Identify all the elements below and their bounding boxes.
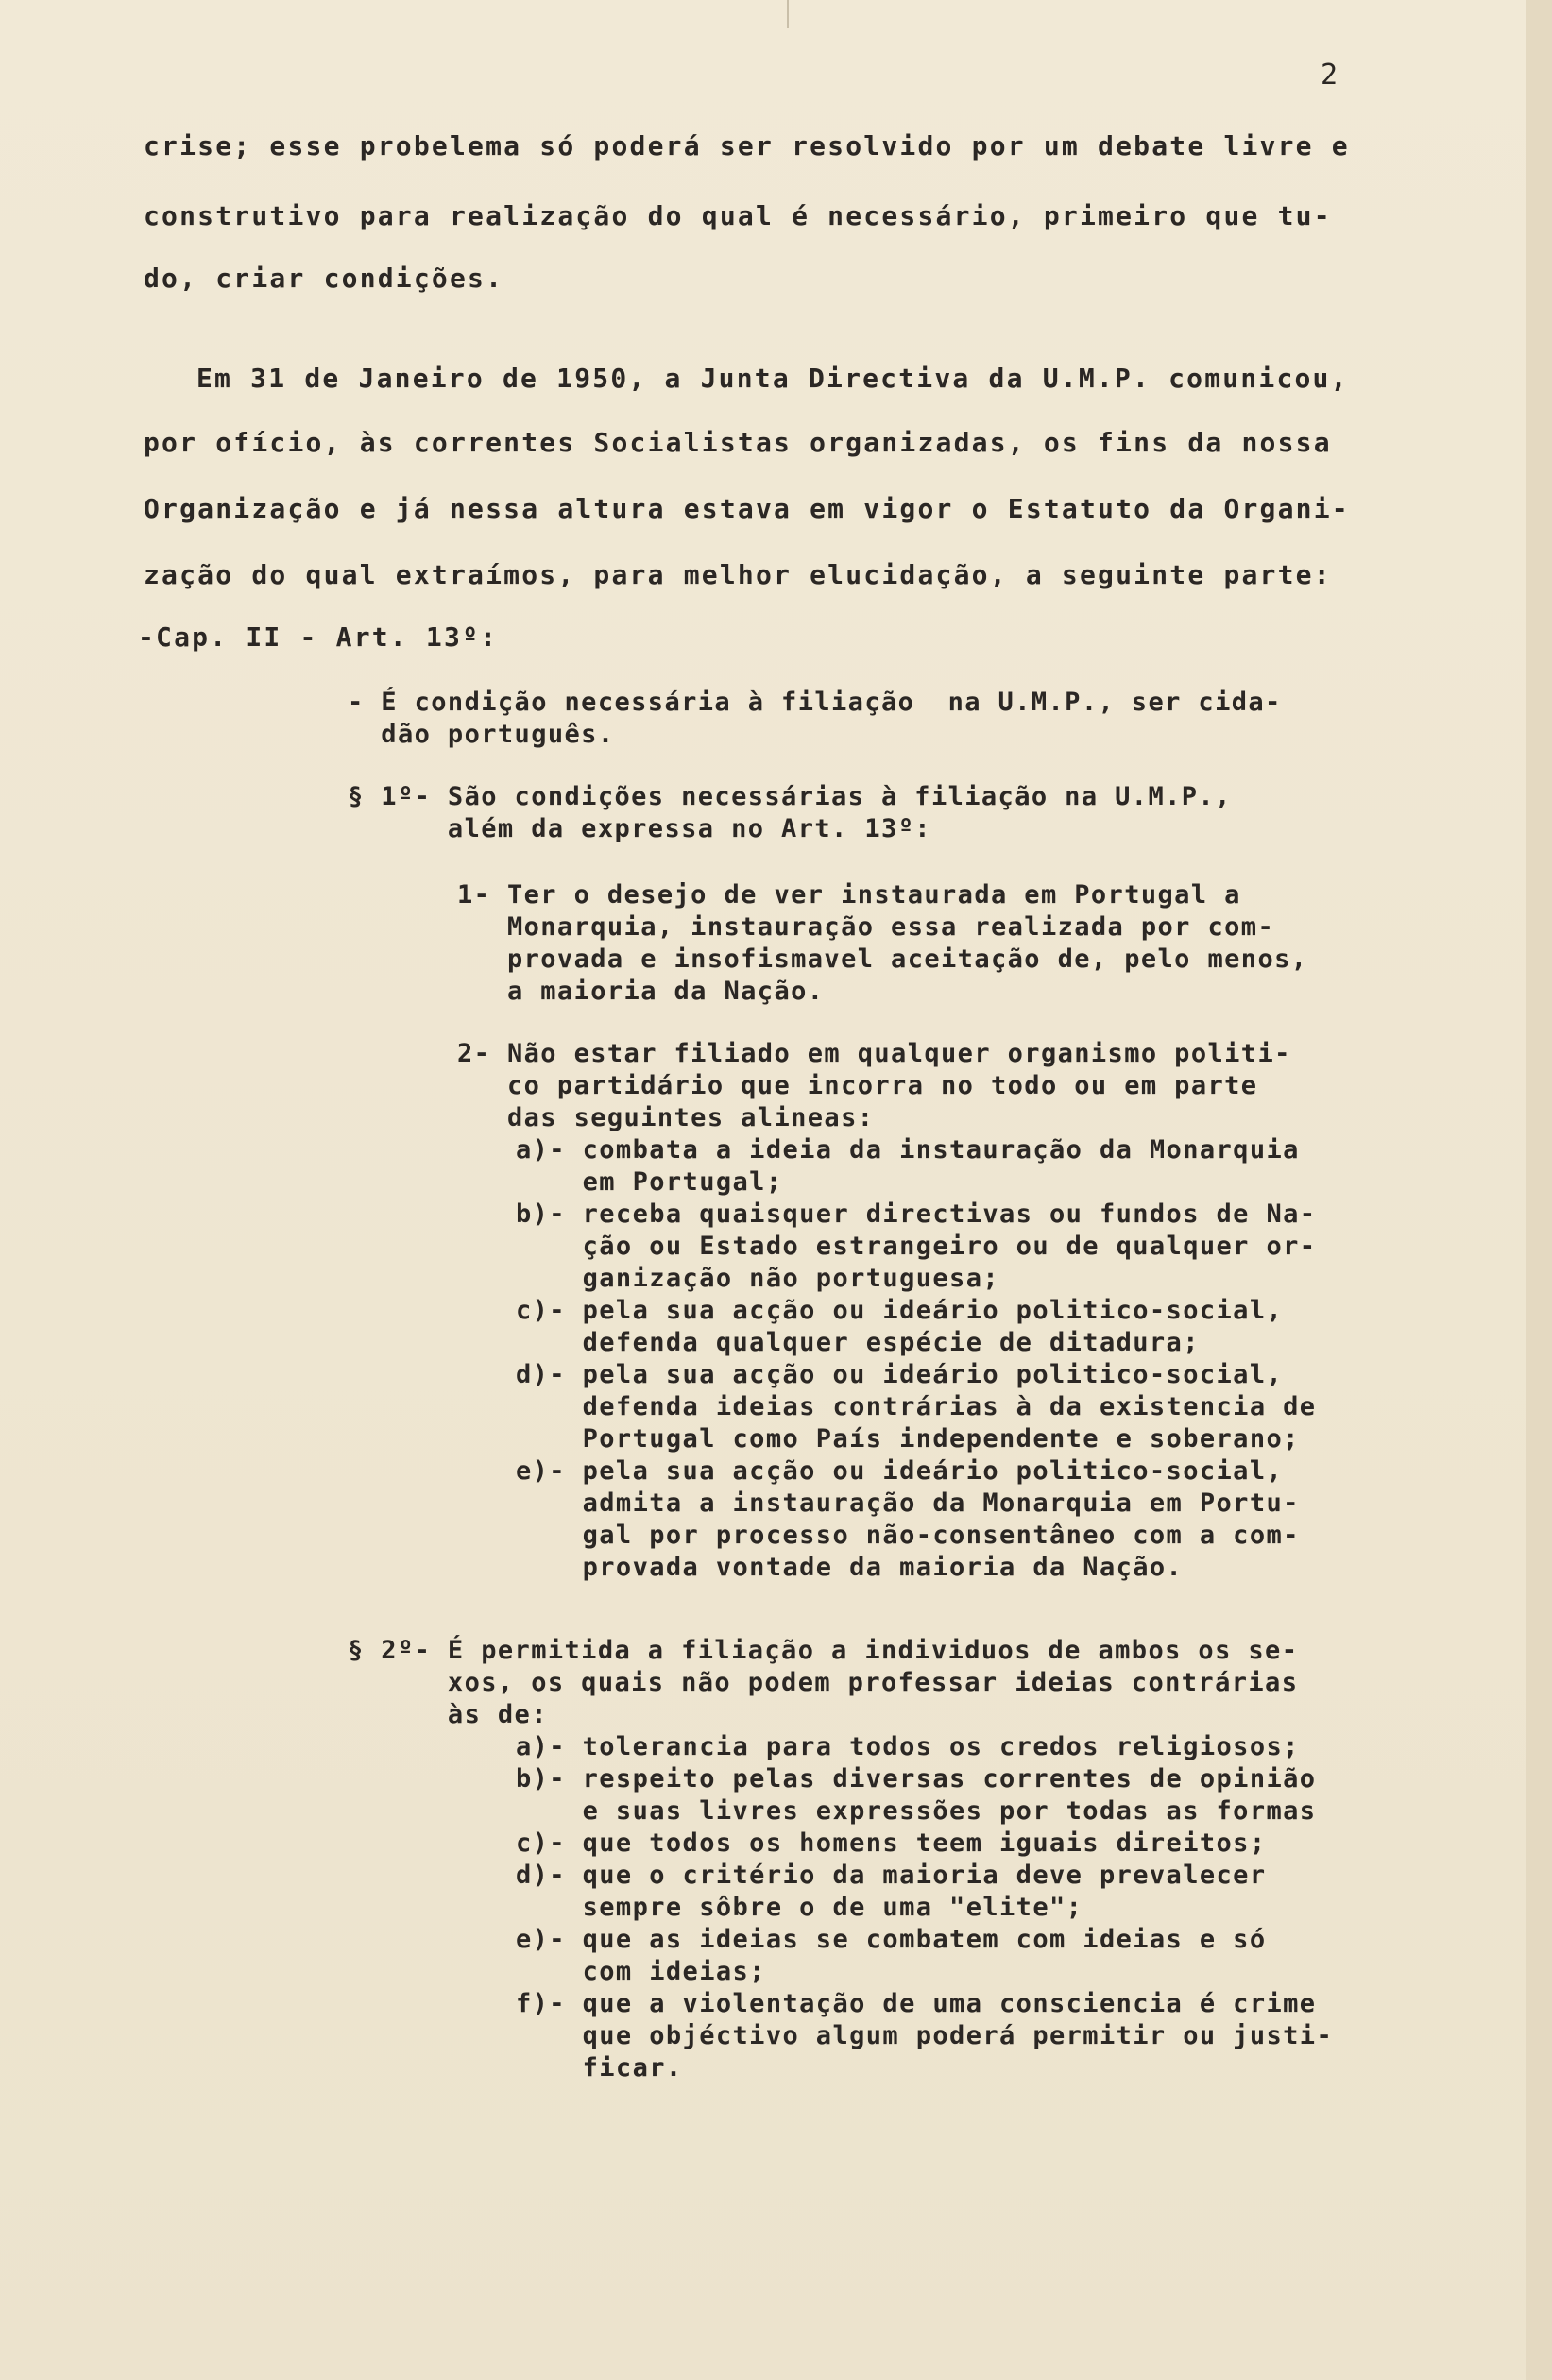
paragraph-line: Organização e já nessa altura estava em vigor o Estatuto da Organi- [144, 493, 1350, 524]
paragraph-line: Em 31 de Janeiro de 1950, a Junta Directiva da U.M.P. comunicou, [196, 363, 1349, 394]
subitem-line: gal por processo não-consentâneo com a com- [516, 1521, 1300, 1550]
principle-line: b)- respeito pelas diversas correntes de opinião [516, 1764, 1317, 1794]
article-line: - É condição necessária à filiação na U.M.P., ser cida- [348, 688, 1282, 717]
principle-line: e suas livres expressões por todas as formas [516, 1796, 1317, 1826]
principle-line: d)- que o critério da maioria deve prevalecer [516, 1861, 1267, 1890]
page-number: 2 [1321, 59, 1339, 92]
subitem-line: admita a instauração da Monarquia em Portu- [516, 1488, 1300, 1518]
paragraph-line: zação do qual extraímos, para melhor elucidação, a seguinte parte: [144, 559, 1332, 590]
intro-line: construtivo para realização do qual é necessário, primeiro que tu- [144, 200, 1332, 231]
article-line: dão português. [348, 720, 615, 749]
intro-line: do, criar condições. [144, 263, 504, 294]
condition-2-line: co partidário que incorra no todo ou em parte [457, 1071, 1258, 1100]
section-2-line: § 2º- É permitida a filiação a individuos de ambos os se- [348, 1636, 1299, 1665]
subitem-line: a)- combata a ideia da instauração da Monarquia [516, 1135, 1300, 1164]
condition-1-line: Monarquia, instauração essa realizada por com- [457, 912, 1275, 942]
subitem-line: em Portugal; [516, 1167, 783, 1197]
principle-line: e)- que as ideias se combatem com ideias e só [516, 1925, 1267, 1954]
condition-2-line: 2- Não estar filiado em qualquer organismo politi- [457, 1039, 1291, 1068]
intro-line: crise; esse probelema só poderá ser resolvido por um debate livre e [144, 130, 1350, 162]
subitem-line: ganização não portuguesa; [516, 1264, 1000, 1293]
subitem-line: defenda ideias contrárias à da existencia de [516, 1392, 1317, 1421]
subitem-line: provada vontade da maioria da Nação. [516, 1553, 1184, 1582]
section-1-line: além da expressa no Art. 13º: [348, 814, 931, 843]
principle-line: ficar. [516, 2053, 683, 2082]
subitem-line: e)- pela sua acção ou ideário politico-social, [516, 1456, 1284, 1486]
principle-line: a)- tolerancia para todos os credos religiosos; [516, 1732, 1300, 1761]
principle-line: que objéctivo algum poderá permitir ou justi- [516, 2021, 1334, 2050]
paper-fold-mark [787, 0, 789, 28]
subitem-line: Portugal como País independente e soberano; [516, 1424, 1300, 1454]
section-2-line: xos, os quais não podem professar ideias contrárias [348, 1668, 1299, 1697]
subitem-line: ção ou Estado estrangeiro ou de qualquer or- [516, 1232, 1317, 1261]
principle-line: c)- que todos os homens teem iguais direitos; [516, 1828, 1267, 1858]
subitem-line: defenda qualquer espécie de ditadura; [516, 1328, 1200, 1357]
section-2-line: às de: [348, 1700, 548, 1729]
section-1-line: § 1º- São condições necessárias à filiação na U.M.P., [348, 782, 1232, 811]
condition-2-line: das seguintes alineas: [457, 1103, 875, 1132]
subitem-line: b)- receba quaisquer directivas ou fundos de Na- [516, 1199, 1317, 1229]
paper-edge [1526, 0, 1552, 2380]
chapter-reference: -Cap. II - Art. 13º: [138, 621, 499, 653]
subitem-line: c)- pela sua acção ou ideário politico-social, [516, 1296, 1284, 1325]
condition-1-line: a maioria da Nação. [457, 977, 825, 1006]
subitem-line: d)- pela sua acção ou ideário politico-social, [516, 1360, 1284, 1389]
principle-line: f)- que a violentação de uma consciencia é crime [516, 1989, 1317, 2018]
principle-line: sempre sôbre o de uma "elite"; [516, 1893, 1083, 1922]
principle-line: com ideias; [516, 1957, 766, 1986]
condition-1-line: provada e insofismavel aceitação de, pelo menos, [457, 944, 1308, 974]
paragraph-line: por ofício, às correntes Socialistas organizadas, os fins da nossa [144, 427, 1332, 458]
condition-1-line: 1- Ter o desejo de ver instaurada em Portugal a [457, 880, 1241, 910]
